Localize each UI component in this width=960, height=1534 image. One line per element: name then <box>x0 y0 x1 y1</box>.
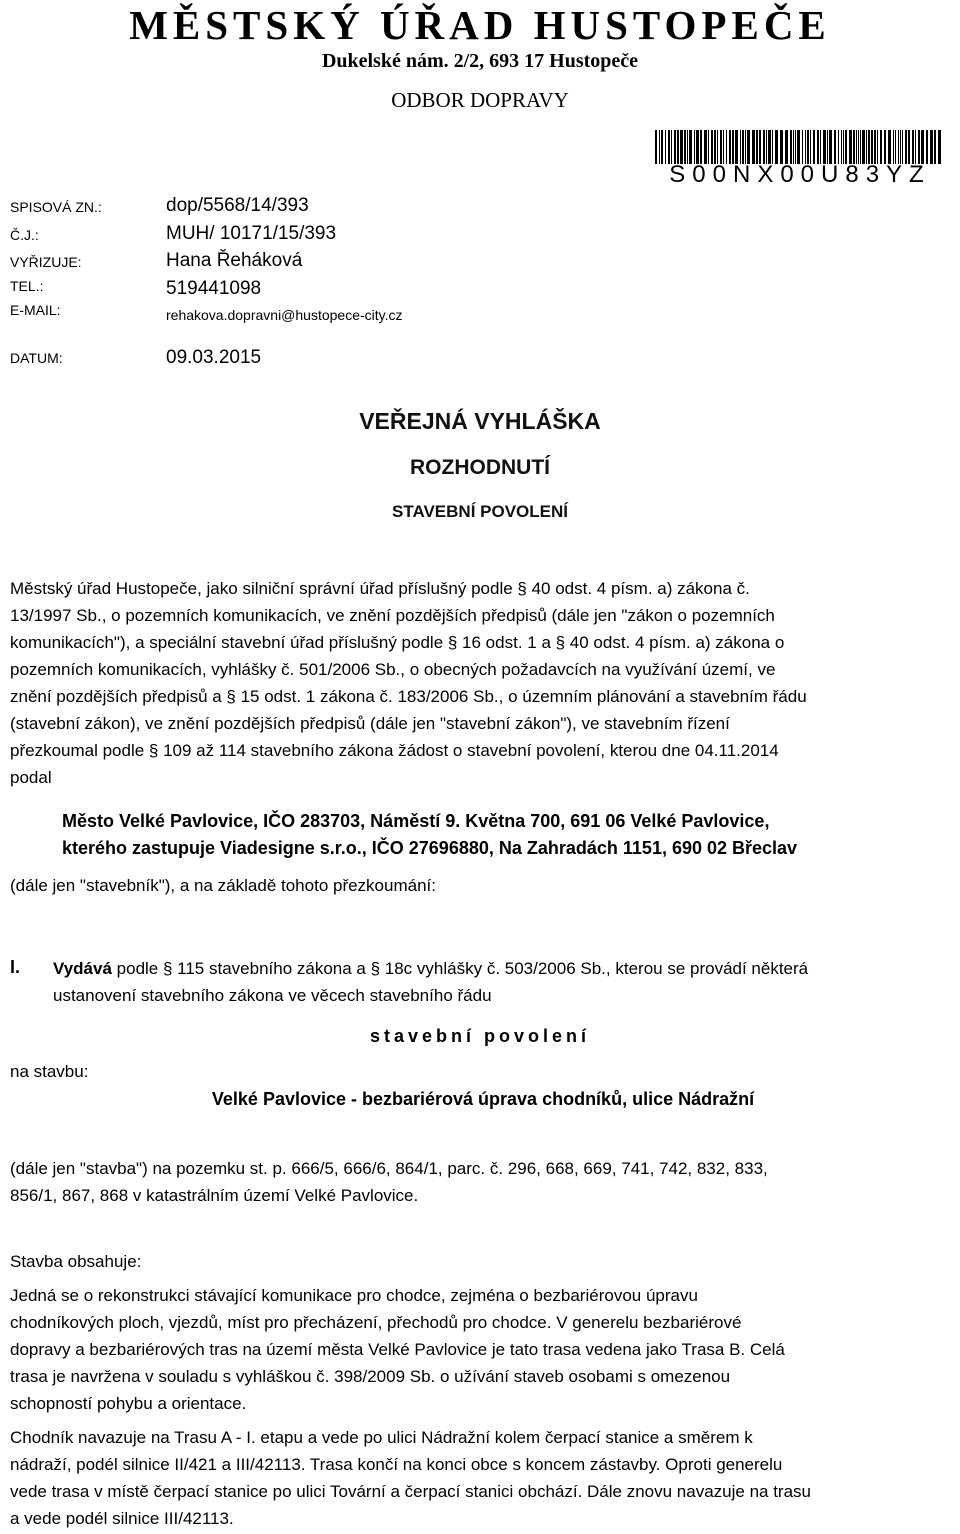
intro-line: znění pozdějších předpisů a § 15 odst. 1 zákona č. 183/2006 Sb., o územním plánování a stavebním řádu <box>10 687 807 706</box>
intro-paragraph <box>10 575 955 791</box>
vyrizuje-value: Hana Řeháková <box>166 250 303 271</box>
obsah-paragraph-2 <box>10 1424 955 1532</box>
intro-line: pozemních komunikacích, vyhlášky č. 501/2006 Sb., o obecných požadavcích na využívání území, ve <box>10 660 776 679</box>
intro-line: přezkoumal podle § 109 až 114 stavebního zákona žádost o stavební povolení, kterou dne 04.11.2014 <box>10 741 779 760</box>
spisova-value: dop/5568/14/393 <box>166 195 309 216</box>
section-text-line: ustanovení stavebního zákona ve věcech stavebního řádu <box>53 986 492 1005</box>
applicant-line: kterého zastupuje Viadesigne s.r.o., IČO 27696880, Na Zahradách 1151, 690 02 Břeclav <box>62 838 798 858</box>
pozemky-paragraph <box>10 1155 955 1209</box>
intro-line: podal <box>10 768 52 787</box>
obsah-line: schopností pohybu a orientace. <box>10 1394 247 1413</box>
obsah-line: vede trasa v místě čerpací stanice po ulici Tovární a čerpací stanici obchází. Dále znovu navazuje na trasu <box>10 1482 811 1501</box>
dale-jen-stavebnik: (dále jen "stavebník"), a na základě tohoto přezkoumání: <box>10 876 436 895</box>
obsah-paragraph-1 <box>10 1282 955 1417</box>
obsah-line: chodníkových ploch, vjezdů, míst pro přecházení, přechodů pro chodce. V generelu bezbariérové <box>10 1313 742 1332</box>
email-label: E-MAIL: <box>10 302 61 318</box>
email-value: rehakova.dopravni@hustopece-city.cz <box>166 307 403 323</box>
cj-label: Č.J.: <box>10 227 39 243</box>
applicant-line: Město Velké Pavlovice, IČO 283703, Náměstí 9. Května 700, 691 06 Velké Pavlovice, <box>62 811 770 831</box>
datum-label: DATUM: <box>10 350 63 366</box>
na-stavbu-label: na stavbu: <box>10 1062 89 1081</box>
office-address: Dukelské nám. 2/2, 693 17 Hustopeče <box>321 50 639 72</box>
tel-label: TEL.: <box>10 278 44 294</box>
obsah-line: nádraží, podél silnice II/421 a III/42113. Trasa končí na konci obce s koncem zástavby. Oproti generelu <box>10 1455 783 1474</box>
barcode-text: S00NX00U83YZ <box>669 161 931 188</box>
section-text-line: podle § 115 stavebního zákona a § 18c vyhlášky č. 503/2006 Sb., kterou se provádí některá <box>116 959 809 978</box>
tel-value: 519441098 <box>166 278 262 299</box>
obsah-line: dopravy a bezbariérových tras na území města Velké Pavlovice je tato trasa vedena jako Trasa B. Celá <box>10 1340 785 1359</box>
spisova-label: SPISOVÁ ZN.: <box>10 199 102 215</box>
datum-value: 09.03.2015 <box>166 347 262 368</box>
heading-verejna-vyhlaska: VEŘEJNÁ VYHLÁŠKA <box>359 408 601 434</box>
office-department: ODBOR DOPRAVY <box>391 88 569 112</box>
stavba-name: Velké Pavlovice - bezbariérová úprava chodníků, ulice Nádražní <box>211 1089 755 1109</box>
applicant-block <box>62 808 942 862</box>
section-roman-numeral: I. <box>10 957 21 977</box>
intro-line: (stavební zákon), ve znění pozdějších předpisů (dále jen "stavební zákon"), ve stavebním řízení <box>10 714 730 733</box>
office-title: MĚSTSKÝ ÚŘAD HUSTOPEČE <box>129 2 831 48</box>
stavba-obsahuje-heading: Stavba obsahuje: <box>10 1252 142 1271</box>
section-i-text <box>53 955 953 1009</box>
intro-line: 13/1997 Sb., o pozemních komunikacích, ve znění pozdějších předpisů (dále jen "zákon o pozemních <box>10 606 775 625</box>
spaced-title-stavebni-povoleni: stavební povolení <box>369 1026 591 1046</box>
intro-line: Městský úřad Hustopeče, jako silniční správní úřad příslušný podle § 40 odst. 4 písm. a) zákona č. <box>10 579 750 598</box>
pozemky-line: (dále jen "stavba") na pozemku st. p. 666/5, 666/6, 864/1, parc. č. 296, 668, 669, 741, 742, 832, 833, <box>10 1159 768 1178</box>
pozemky-line: 856/1, 867, 868 v katastrálním území Velké Pavlovice. <box>10 1186 419 1205</box>
obsah-line: Jedná se o rekonstrukci stávající komunikace pro chodce, zejména o bezbariérovou úpravu <box>10 1286 698 1305</box>
obsah-line: a vede podél silnice III/42113. <box>10 1509 234 1528</box>
vyrizuje-label: VYŘIZUJE: <box>10 254 82 270</box>
obsah-line: Chodník navazuje na Trasu A - I. etapu a vede po ulici Nádražní kolem čerpací stanice a směrem k <box>10 1428 753 1447</box>
cj-value: MUH/ 10171/15/393 <box>166 223 337 244</box>
intro-line: komunikacích"), a speciální stavební úřad příslušný podle § 16 odst. 1 a § 40 odst. 4 písm. a) zákona o <box>10 633 785 652</box>
heading-stavebni-povoleni: STAVEBNÍ POVOLENÍ <box>391 502 568 521</box>
section-verb: Vydává <box>53 959 112 978</box>
barcode-graphic <box>655 130 945 164</box>
obsah-line: trasa je navržena v souladu s vyhláškou č. 398/2009 Sb. o užívání staveb osobami s omezenou <box>10 1367 731 1386</box>
heading-rozhodnuti: ROZHODNUTÍ <box>410 456 550 479</box>
